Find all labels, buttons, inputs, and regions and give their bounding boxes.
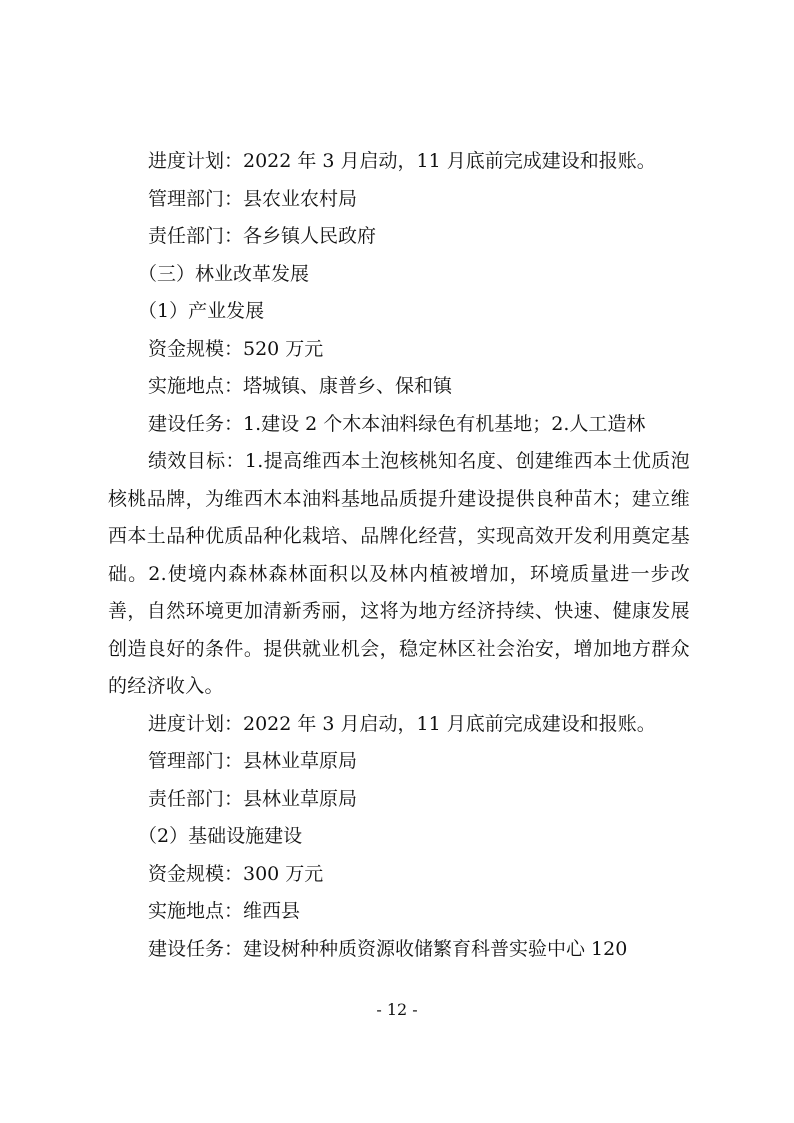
location-line-2: 实施地点：维西县 bbox=[148, 900, 301, 922]
progress-plan-line: 进度计划：2022 年 3 月启动，11 月底前完成建设和报账。 bbox=[148, 150, 656, 172]
location-line: 实施地点：塔城镇、康普乡、保和镇 bbox=[148, 375, 453, 397]
performance-goal-paragraph: 绩效目标：1.提高维西本土泡核桃知名度、创建维西本土优质泡核桃品牌，为维西木本油料基地品质提升建设提供良种苗木；建立维西本土品种优质品种化栽培、品牌化经营，实现高效开发利用奠定基础。2.使境内森林森林面积以及林内植被增加，环境质量进一步改善，自然环境更加清新秀丽，这将为地方经济持续、快速、健康发展创造良好的条件。提供就业机会，稳定林区社会治安，增加地方群众的经济收入。 bbox=[108, 450, 690, 697]
management-dept-line-2: 管理部门：县林业草原局 bbox=[148, 750, 358, 772]
management-dept-line: 管理部门：县农业农村局 bbox=[148, 187, 358, 210]
fund-scale-line: 资金规模：520 万元 bbox=[148, 337, 324, 360]
page-number: - 12 - bbox=[376, 1000, 418, 1019]
fund-scale-line-2: 资金规模：300 万元 bbox=[148, 862, 324, 885]
construction-task-line: 建设任务：1.建设 2 个木本油料绿色有机基地；2.人工造林 bbox=[148, 412, 646, 435]
responsible-dept-line: 责任部门：各乡镇人民政府 bbox=[148, 225, 377, 247]
subsection-heading: （1）产业发展 bbox=[138, 300, 265, 322]
progress-plan-line-2: 进度计划：2022 年 3 月启动，11 月底前完成建设和报账。 bbox=[148, 712, 656, 735]
document-body bbox=[108, 143, 690, 968]
construction-task-line-2: 建设任务：建设树种种质资源收储繁育科普实验中心 120 bbox=[148, 937, 628, 960]
subsection-heading-2: （2）基础设施建设 bbox=[138, 825, 303, 847]
section-heading: （三）林业改革发展 bbox=[138, 262, 310, 285]
responsible-dept-line-2: 责任部门：县林业草原局 bbox=[148, 787, 358, 810]
